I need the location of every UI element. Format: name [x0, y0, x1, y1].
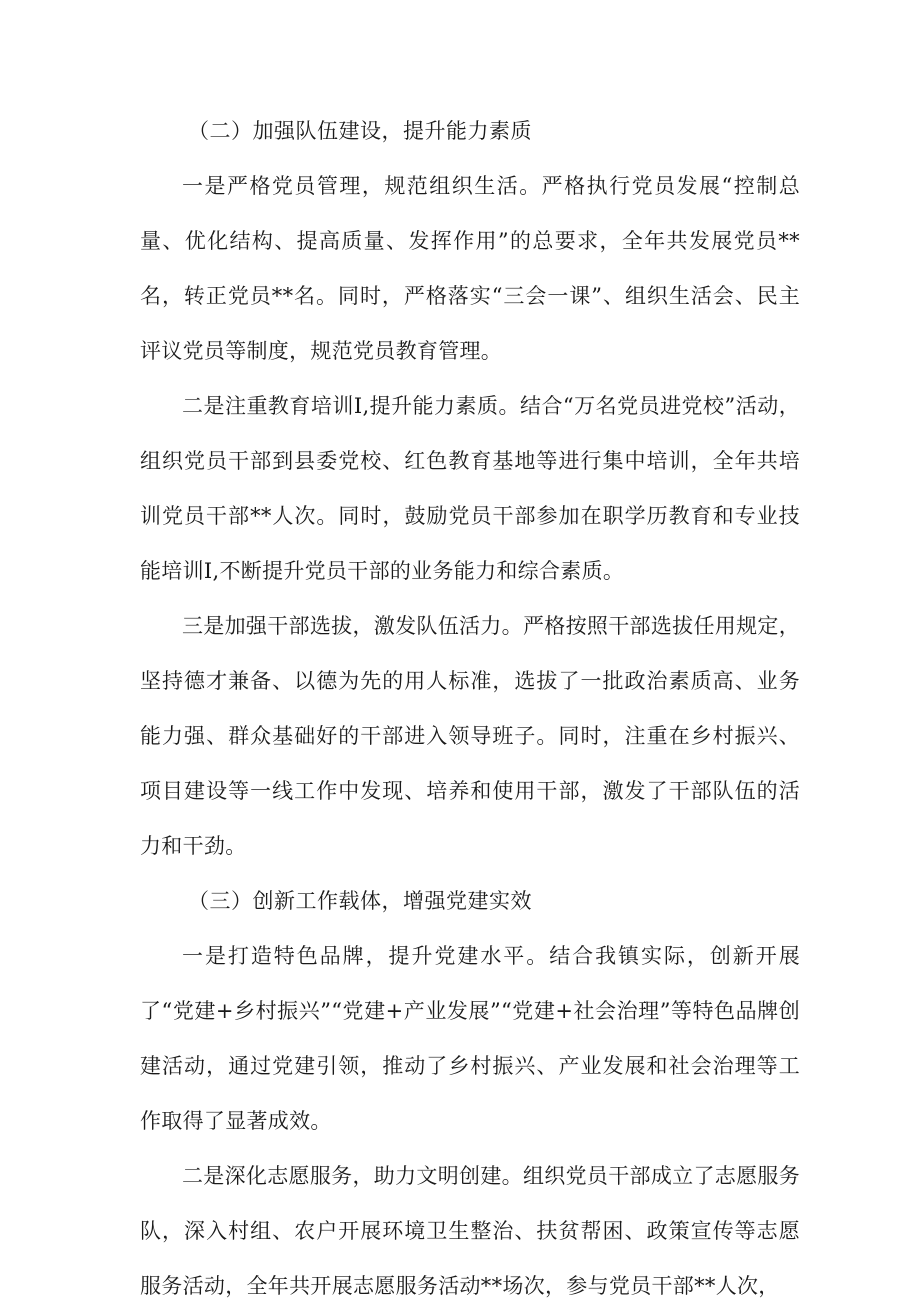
section-heading-2: （二）加强队伍建设，提升能力素质	[188, 119, 532, 143]
paragraph-party-member-management: 一是严格党员管理，规范组织生活。严格执行党员发展“控制总量、优化结构、提高质量、发挥作用”的总要求，全年共发展党员**名，转正党员**名。同时，严格落实“三会一课”、组织生活会、民主评议党员等制度，规范党员教育管理。	[140, 174, 800, 363]
paragraph-education-training: 二是注重教育培训I,提升能力素质。结合“万名党员进党校”活动，组织党员干部到县委党校、红色教育基地等进行集中培训，全年共培训党员干部**人次。同时，鼓励党员干部参加在职学历教育和专业技能培训I,不断提升党员干部的业务能力和综合素质。	[140, 394, 800, 583]
document-body	[140, 104, 800, 1314]
paragraph-featured-brand: 一是打造特色品牌，提升党建水平。结合我镇实际，创新开展了“党建+乡村振兴”“党建+产业发展”“党建+社会治理”等特色品牌创建活动，通过党建引领，推动了乡村振兴、产业发展和社会治理等工作取得了显著成效。	[140, 944, 800, 1133]
paragraph-volunteer-service: 二是深化志愿服务，助力文明创建。组织党员干部成立了志愿服务队，深入村组、农户开展环境卫生整治、扶贫帮困、政策宣传等志愿服务活动，全年共开展志愿服务活动**场次，参与党员干部**人次，	[140, 1164, 800, 1298]
paragraph-cadre-selection: 三是加强干部选拔，激发队伍活力。严格按照干部选拔任用规定，坚持德才兼备、以德为先的用人标准，选拔了一批政治素质高、业务能力强、群众基础好的干部进入领导班子。同时，注重在乡村振兴、项目建设等一线工作中发现、培养和使用干部，激发了干部队伍的活力和干劲。	[140, 614, 800, 858]
section-heading-3: （三）创新工作载体，增强党建实效	[188, 889, 532, 913]
